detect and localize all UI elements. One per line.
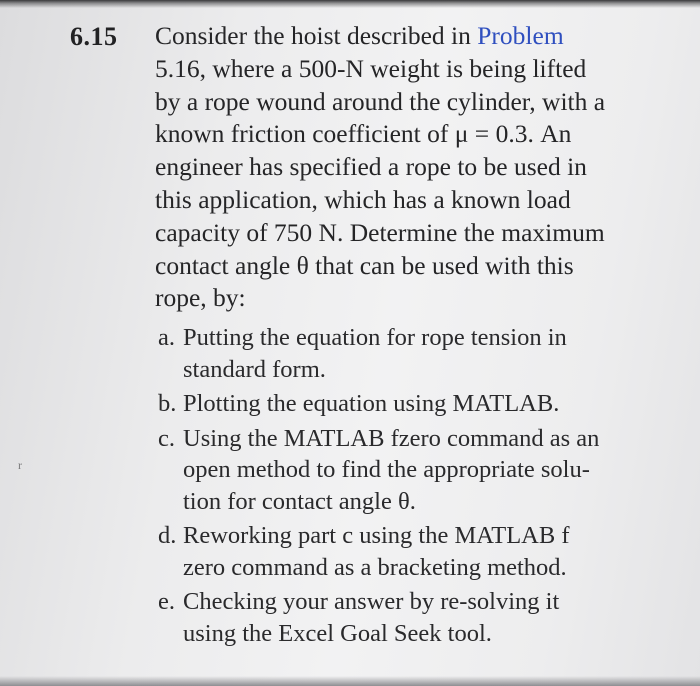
part-letter: b. xyxy=(158,390,177,417)
page-bottom-edge xyxy=(0,676,700,686)
problem-parts-list xyxy=(158,322,658,652)
statement-line: capacity of 750 N. Determine the maximum xyxy=(155,217,605,247)
part-text: Checking your answer by re-solving it using the Excel Goal Seek tool. xyxy=(183,588,560,647)
part-text: Putting the equation for rope tension in standard form. xyxy=(183,324,567,383)
statement-line: known friction coefficient of μ = 0.3. An xyxy=(155,119,572,149)
part-letter: c. xyxy=(158,424,175,452)
problem-part-c xyxy=(158,423,658,518)
statement-line: engineer has specified a rope to be used in xyxy=(155,152,587,182)
problem-number: 6.15 xyxy=(70,22,118,51)
part-text: Reworking part c using the MATLAB f zero command as a bracketing method. xyxy=(183,522,570,581)
page-top-shadow xyxy=(0,0,700,8)
margin-mark: r xyxy=(18,458,22,472)
problem-part-b xyxy=(158,388,658,420)
part-letter: a. xyxy=(158,324,175,351)
statement-line: this application, which has a known load xyxy=(155,184,571,214)
statement-line: Consider the hoist described in Problem xyxy=(155,21,564,50)
part-letter: e. xyxy=(158,588,175,615)
problem-part-a xyxy=(158,322,658,385)
part-letter: d. xyxy=(158,522,177,549)
statement-line: contact angle θ that can be used with this xyxy=(155,250,574,280)
statement-line: rope, by: xyxy=(155,283,246,313)
problem-part-e xyxy=(158,586,658,649)
statement-line: 5.16, where a 500-N weight is being lifted xyxy=(155,53,587,83)
problem-reference-link[interactable]: Problem xyxy=(477,21,564,50)
part-text: Using the MATLAB fzero command as an open method to find the appropriate solu- tion for contact angle θ. xyxy=(183,424,600,515)
part-text: Plotting the equation using MATLAB. xyxy=(183,390,560,417)
statement-line: by a rope wound around the cylinder, with a xyxy=(155,86,606,116)
problem-part-d xyxy=(158,520,658,583)
problem-statement xyxy=(155,20,655,315)
